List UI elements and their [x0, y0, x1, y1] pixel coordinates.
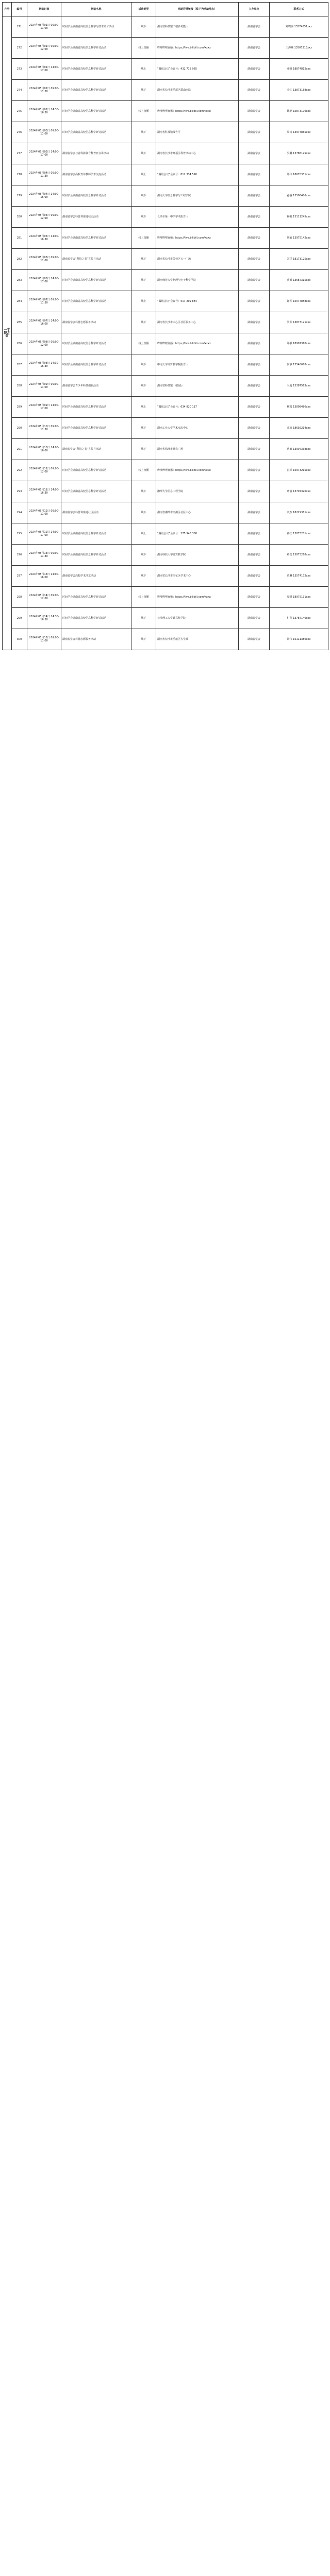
cell-type: 线上直播: [131, 460, 156, 481]
cell-name: 湖南省学会高校学术沙龙活动: [61, 566, 131, 587]
cell-date: 2024年05月15日 09:00-11:00: [27, 629, 61, 650]
header-type: 活动类型: [131, 3, 156, 16]
cell-date: 2024年05月13日 09:00-11:30: [27, 545, 61, 566]
table-row: [3, 59, 328, 80]
table-row: [3, 312, 328, 333]
cell-name: 时间学会湖南省高校信息科学研讨活动: [61, 397, 131, 418]
cell-index: 283: [12, 270, 27, 291]
cell-name: 湖南省学会科普讲座进校园活动: [61, 207, 131, 228]
cell-contact: 付芳 13787140xxx: [270, 608, 328, 629]
cell-link[interactable]: 哔哩哔哩直播：https://live.bilibili.com/xxxx: [156, 101, 239, 122]
cell-date: 2024年05月03日 14:00-17:00: [27, 143, 61, 164]
table-header-row: [3, 3, 328, 16]
header-seq: 序号: [3, 3, 12, 16]
activity-table-sheet: [2, 2, 328, 2576]
header-index: 编号: [12, 3, 27, 16]
cell-org: 湖南省学会: [239, 418, 270, 439]
cell-type: 线下: [131, 376, 156, 397]
cell-type: 线下: [131, 185, 156, 207]
table-row: [3, 249, 328, 270]
table-row: [3, 481, 328, 502]
cell-index: 275: [12, 101, 27, 122]
cell-contact: 孙丽 13508486xxx: [270, 185, 328, 207]
cell-link[interactable]: 湖南省科技馆二楼多功能厅: [156, 16, 239, 38]
cell-index: 294: [12, 502, 27, 523]
cell-link[interactable]: 长沙理工大学计算机学院: [156, 608, 239, 629]
cell-type: 线下: [131, 439, 156, 460]
cell-date: 2024年05月05日 14:00-16:30: [27, 228, 61, 249]
cell-org: 湖南省学会: [239, 397, 270, 418]
cell-contact: 蔡勇 15873268xxx: [270, 545, 328, 566]
cell-name: 时间学会湖南省高校信息科学研讨活动: [61, 291, 131, 312]
cell-link[interactable]: “腾讯会议”会议号：432 718 965: [156, 59, 239, 80]
cell-contact: 罗芳 13873121xxx: [270, 312, 328, 333]
table-row: [3, 376, 328, 397]
table-row: [3, 545, 328, 566]
cell-contact: 贾琳 13574172xxx: [270, 566, 328, 587]
cell-index: 278: [12, 164, 27, 185]
cell-org: 湖南省学会: [239, 481, 270, 502]
group-label-cell: 一学院之窗: [3, 16, 12, 650]
cell-name: 湖南省学会青少年科技创新活动: [61, 376, 131, 397]
cell-name: 时间学会湖南省高校信息科学研讨活动: [61, 481, 131, 502]
cell-link[interactable]: 湖南师范大学物理与电子科学学院: [156, 270, 239, 291]
cell-index: 289: [12, 397, 27, 418]
cell-org: 湖南省学会: [239, 312, 270, 333]
cell-date: 2024年05月07日 14:00-16:00: [27, 312, 61, 333]
cell-index: 292: [12, 460, 27, 481]
cell-index: 286: [12, 333, 27, 354]
cell-org: 湖南省学会: [239, 502, 270, 523]
table-row: [3, 523, 328, 545]
table-row: [3, 587, 328, 608]
cell-link[interactable]: 湖南大学信息科学与工程学院: [156, 185, 239, 207]
cell-date: 2024年05月05日 09:00-12:00: [27, 207, 61, 228]
cell-name: 时间学会湖南省高校信息科学研讨活动: [61, 587, 131, 608]
cell-org: 湖南省学会: [239, 143, 270, 164]
cell-index: 287: [12, 354, 27, 376]
cell-date: 2024年05月11日 09:00-12:00: [27, 460, 61, 481]
cell-type: 线下: [131, 80, 156, 101]
cell-index: 300: [12, 629, 27, 650]
cell-index: 279: [12, 185, 27, 207]
table-row: [3, 185, 328, 207]
cell-name: 湖南省学会科普讲座进社区活动: [61, 502, 131, 523]
table-row: [3, 228, 328, 249]
cell-name: 时间学会湖南省高校信息科学研讨活动: [61, 608, 131, 629]
header-date: 活动时间: [27, 3, 61, 16]
cell-link[interactable]: 湖南省长沙市开福区科普活动中心: [156, 143, 239, 164]
cell-index: 281: [12, 228, 27, 249]
cell-index: 297: [12, 566, 27, 587]
table-row: [3, 608, 328, 629]
cell-type: 线下: [131, 122, 156, 143]
cell-type: 线上直播: [131, 101, 156, 122]
cell-contact: 蒋红 13873201xxx: [270, 523, 328, 545]
cell-index: 296: [12, 545, 27, 566]
cell-date: 2024年05月02日 14:30-16:30: [27, 101, 61, 122]
cell-date: 2024年05月13日 14:00-16:00: [27, 566, 61, 587]
cell-org: 湖南省学会: [239, 59, 270, 80]
table-row: [3, 291, 328, 312]
cell-org: 湖南省学会: [239, 38, 270, 59]
cell-contact: 唐丽 13707320xxx: [270, 481, 328, 502]
cell-type: 线下: [131, 608, 156, 629]
cell-link[interactable]: “腾讯会议”会议号：634 820 117: [156, 397, 239, 418]
cell-index: 295: [12, 523, 27, 545]
cell-link[interactable]: “腾讯会议”会议号：812 334 590: [156, 164, 239, 185]
cell-org: 湖南省学会: [239, 545, 270, 566]
cell-name: 时间学会湖南省高校信息科学研讨活动: [61, 354, 131, 376]
cell-contact: 彭辉 15973215xxx: [270, 460, 328, 481]
cell-link[interactable]: “腾讯会议”会议号：517 209 884: [156, 291, 239, 312]
table-row: [3, 207, 328, 228]
cell-type: 线下: [131, 566, 156, 587]
cell-contact: 王海燕 13507313xxx: [270, 38, 328, 59]
cell-date: 2024年05月01日 09:00-12:00: [27, 38, 61, 59]
cell-date: 2024年05月09日 14:00-17:00: [27, 397, 61, 418]
cell-org: 湖南省学会: [239, 587, 270, 608]
cell-contact: 马超 15387563xxx: [270, 376, 328, 397]
cell-name: 湖南省学会科普志愿服务活动: [61, 629, 131, 650]
header-org: 主办单位: [239, 3, 270, 16]
cell-index: 298: [12, 587, 27, 608]
cell-date: 2024年05月04日 14:00-16:00: [27, 185, 61, 207]
cell-type: 线上: [131, 59, 156, 80]
cell-date: 2024年05月10日 09:00-11:30: [27, 418, 61, 439]
cell-org: 湖南省学会: [239, 460, 270, 481]
cell-contact: 袁杰 18229381xxx: [270, 502, 328, 523]
cell-type: 线下: [131, 418, 156, 439]
cell-name: 时间学会湖南省高校信息科学与技术研讨活动: [61, 16, 131, 38]
cell-index: 282: [12, 249, 27, 270]
cell-index: 277: [12, 143, 27, 164]
cell-org: 湖南省学会: [239, 80, 270, 101]
cell-index: 272: [12, 38, 27, 59]
cell-index: 284: [12, 291, 27, 312]
table-row: [3, 101, 328, 122]
table-row: [3, 270, 328, 291]
cell-type: 线下: [131, 545, 156, 566]
cell-link[interactable]: 湖南省长沙市芙蓉区五一广场: [156, 249, 239, 270]
cell-type: 线下: [131, 481, 156, 502]
cell-name: 时间学会湖南省高校信息科学研讨活动: [61, 460, 131, 481]
cell-contact: 周涛 13974865xxx: [270, 122, 328, 143]
cell-org: 湖南省学会: [239, 185, 270, 207]
activity-table: [2, 2, 328, 650]
cell-org: 湖南省学会: [239, 122, 270, 143]
cell-type: 线下: [131, 354, 156, 376]
cell-date: 2024年05月02日 09:00-11:30: [27, 80, 61, 101]
cell-link[interactable]: 湖南省长沙市岳麓区麓山南路: [156, 80, 239, 101]
cell-index: 291: [12, 439, 27, 460]
cell-type: 线下: [131, 249, 156, 270]
header-link: 活动详情链接（线下为活动地点）: [156, 3, 239, 16]
cell-index: 299: [12, 608, 27, 629]
table-row: [3, 502, 328, 523]
cell-name: 湖南省学会“科技之春”宣传月活动: [61, 439, 131, 460]
cell-link[interactable]: 湖南省长沙市雨花区学术中心: [156, 566, 239, 587]
cell-contact: 杨帆 15111245xxx: [270, 207, 328, 228]
cell-date: 2024年05月11日 14:00-16:30: [27, 481, 61, 502]
cell-contact: 刘洋 18173125xxx: [270, 249, 328, 270]
cell-type: 线上直播: [131, 333, 156, 354]
cell-org: 湖南省学会: [239, 566, 270, 587]
cell-date: 2024年05月01日 14:00-17:00: [27, 59, 61, 80]
cell-link[interactable]: 哔哩哔哩直播：https://live.bilibili.com/xxxx: [156, 333, 239, 354]
cell-org: 湖南省学会: [239, 291, 270, 312]
cell-name: 时间学会湖南省高校信息科学研讨活动: [61, 270, 131, 291]
table-row: [3, 629, 328, 650]
cell-name: 时间学会湖南省高校信息科学研讨活动: [61, 122, 131, 143]
cell-org: 湖南省学会: [239, 270, 270, 291]
cell-index: 271: [12, 16, 27, 38]
cell-org: 湖南省学会: [239, 354, 270, 376]
cell-contact: 黄娟 13687315xxx: [270, 270, 328, 291]
cell-name: 时间学会湖南省高校信息科学研讨活动: [61, 185, 131, 207]
cell-name: 时间学会湖南省高校信息科学研讨活动: [61, 545, 131, 566]
cell-date: 2024年05月14日 09:00-12:00: [27, 587, 61, 608]
cell-link[interactable]: 哔哩哔哩直播：https://live.bilibili.com/xxxx: [156, 460, 239, 481]
cell-contact: 何静 13548678xxx: [270, 354, 328, 376]
cell-contact: 夏明 18975131xxx: [270, 587, 328, 608]
cell-contact: 钟伟 15111380xxx: [270, 629, 328, 650]
cell-link[interactable]: 湖南省株洲市神农广场: [156, 439, 239, 460]
cell-index: 276: [12, 122, 27, 143]
cell-link[interactable]: 长沙市第一中学学术报告厅: [156, 207, 239, 228]
cell-type: 线上直播: [131, 587, 156, 608]
cell-name: 时间学会湖南省高校信息科学研讨活动: [61, 80, 131, 101]
cell-date: 2024年05月08日 14:30-16:30: [27, 354, 61, 376]
table-row: [3, 566, 328, 587]
cell-contact: 谢军 15074858xxx: [270, 291, 328, 312]
cell-name: 时间学会湖南省高校信息科学研讨活动: [61, 523, 131, 545]
cell-index: 288: [12, 376, 27, 397]
cell-name: 时间学会湖南省高校信息科学研讨活动: [61, 101, 131, 122]
table-row: [3, 460, 328, 481]
cell-index: 280: [12, 207, 27, 228]
cell-contact: 李红 13873158xxx: [270, 80, 328, 101]
cell-name: 湖南省学会“科技之春”宣传月活动: [61, 249, 131, 270]
cell-contact: 张明 18874812xxx: [270, 59, 328, 80]
cell-org: 湖南省学会: [239, 101, 270, 122]
cell-org: 湖南省学会: [239, 164, 270, 185]
cell-type: 线下: [131, 312, 156, 333]
table-row: [3, 439, 328, 460]
cell-date: 2024年05月10日 14:00-16:00: [27, 439, 61, 460]
table-row: [3, 143, 328, 164]
cell-name: 湖南省学会与省科协联合科普日宣讲活动: [61, 143, 131, 164]
cell-link[interactable]: 湖南工业大学学术交流中心: [156, 418, 239, 439]
cell-contact: 林霞 13808480xxx: [270, 397, 328, 418]
table-row: [3, 397, 328, 418]
cell-name: 时间学会湖南省高校信息科学研讨活动: [61, 228, 131, 249]
cell-date: 2024年05月07日 09:00-11:30: [27, 291, 61, 312]
cell-type: 线上直播: [131, 38, 156, 59]
cell-contact: 曾敏 13907338xxx: [270, 439, 328, 460]
cell-link[interactable]: 湖南省科技馆报告厅: [156, 122, 239, 143]
cell-org: 湖南省学会: [239, 333, 270, 354]
cell-type: 线上: [131, 397, 156, 418]
cell-org: 湖南省学会: [239, 439, 270, 460]
cell-type: 线下: [131, 143, 156, 164]
cell-org: 湖南省学会: [239, 608, 270, 629]
cell-type: 线下: [131, 629, 156, 650]
cell-org: 湖南省学会: [239, 228, 270, 249]
cell-org: 湖南省学会: [239, 16, 270, 38]
cell-date: 2024年05月06日 09:00-11:00: [27, 249, 61, 270]
cell-link[interactable]: 湖南省长沙市天心区社区服务中心: [156, 312, 239, 333]
cell-name: 湖南省学会科普志愿服务活动: [61, 312, 131, 333]
cell-index: 273: [12, 59, 27, 80]
table-row: [3, 16, 328, 38]
cell-date: 2024年05月03日 09:00-11:00: [27, 122, 61, 143]
cell-link[interactable]: 哔哩哔哩直播：https://live.bilibili.com/xxxx: [156, 38, 239, 59]
cell-type: 线上: [131, 523, 156, 545]
cell-date: 2024年05月08日 09:00-12:00: [27, 333, 61, 354]
cell-index: 293: [12, 481, 27, 502]
cell-link[interactable]: 湖南省湘潭市雨湖区社区中心: [156, 502, 239, 523]
cell-org: 湖南省学会: [239, 249, 270, 270]
cell-name: 时间学会湖南省高校信息科学研讨活动: [61, 59, 131, 80]
cell-link[interactable]: 哔哩哔哩直播：https://live.bilibili.com/xxxx: [156, 228, 239, 249]
table-row: [3, 354, 328, 376]
cell-link[interactable]: 哔哩哔哩直播：https://live.bilibili.com/xxxx: [156, 587, 239, 608]
cell-date: 2024年05月04日 09:00-11:30: [27, 164, 61, 185]
cell-type: 线上直播: [131, 228, 156, 249]
cell-link[interactable]: 中南大学计算机学院报告厅: [156, 354, 239, 376]
table-row: [3, 164, 328, 185]
cell-date: 2024年05月09日 09:00-11:00: [27, 376, 61, 397]
cell-date: 2024年05月14日 14:30-16:30: [27, 608, 61, 629]
cell-org: 湖南省学会: [239, 207, 270, 228]
cell-name: 时间学会湖南省高校信息科学研讨活动: [61, 333, 131, 354]
cell-contact: 郑伟 18670331xxx: [270, 164, 328, 185]
header-name: 活动名称: [61, 3, 131, 16]
table-row: [3, 38, 328, 59]
cell-link[interactable]: 湖南省长沙市岳麓区大学城: [156, 629, 239, 650]
cell-type: 线下: [131, 502, 156, 523]
cell-link[interactable]: “腾讯会议”会议号：275 946 308: [156, 523, 239, 545]
cell-contact: 许强 18907310xxx: [270, 333, 328, 354]
cell-contact: 邓波 18692214xxx: [270, 418, 328, 439]
cell-org: 湖南省学会: [239, 523, 270, 545]
cell-date: 2024年05月01日 09:00-11:00: [27, 16, 61, 38]
cell-org: 湖南省学会: [239, 629, 270, 650]
table-row: [3, 80, 328, 101]
cell-contact: 刘晓丽 13574851xxx: [270, 16, 328, 38]
cell-type: 线下: [131, 270, 156, 291]
cell-contact: 陈静 15873106xxx: [270, 101, 328, 122]
cell-link[interactable]: 湘潭大学信息工程学院: [156, 481, 239, 502]
cell-date: 2024年05月12日 14:00-17:00: [27, 523, 61, 545]
cell-type: 线上: [131, 291, 156, 312]
cell-link[interactable]: 湖南省科技馆一楼展厅: [156, 376, 239, 397]
cell-contact: 胡敏 13975142xxx: [270, 228, 328, 249]
table-row: [3, 333, 328, 354]
table-row: [3, 122, 328, 143]
cell-date: 2024年05月06日 14:00-17:00: [27, 270, 61, 291]
cell-link[interactable]: 湖南科技大学计算机学院: [156, 545, 239, 566]
cell-contact: 吴琳 13786125xxx: [270, 143, 328, 164]
cell-type: 线下: [131, 207, 156, 228]
table-body: [3, 16, 328, 650]
header-contact: 联系方式: [270, 3, 328, 16]
cell-index: 274: [12, 80, 27, 101]
cell-name: 时间学会湖南省高校信息科学研讨活动: [61, 38, 131, 59]
cell-index: 285: [12, 312, 27, 333]
cell-org: 湖南省学会: [239, 376, 270, 397]
cell-type: 线下: [131, 16, 156, 38]
cell-date: 2024年05月12日 09:00-11:00: [27, 502, 61, 523]
cell-index: 290: [12, 418, 27, 439]
cell-name: 时间学会湖南省高校信息科学研讨活动: [61, 418, 131, 439]
table-row: [3, 418, 328, 439]
cell-name: 湖南省学会高校青年教师学术交流活动: [61, 164, 131, 185]
cell-type: 线上: [131, 164, 156, 185]
